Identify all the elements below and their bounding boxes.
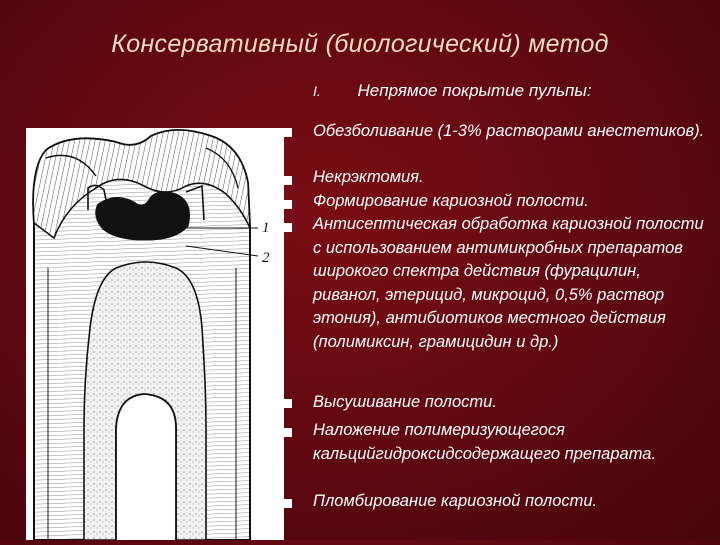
list-item: Обезболивание (1-3% растворами анестетиков). <box>313 122 705 140</box>
bullet-icon <box>283 200 292 209</box>
figure-label-1: 1 <box>262 220 270 236</box>
list-item: Высушивание полости. <box>313 393 497 411</box>
slide-title: Консервативный (биологический) метод <box>111 30 609 58</box>
subheading <box>313 81 592 101</box>
list-item: Формирование кариозной полости. <box>313 192 589 210</box>
bullet-icon <box>283 128 292 137</box>
list-item: Некрэктомия. <box>313 168 424 186</box>
list-item: Антисептическая обработка кариозной полости с использованием антимикробных препаратов широкого спектра действия (фурацилин, риванол, этерицид, микроцид, 0,5% раствор этония), антибиотиков местного действия (полимиксин, грамицидин и др.) <box>313 215 704 351</box>
figure-label-2: 2 <box>262 250 270 266</box>
list-item: Наложение полимеризующегося кальцийгидроксидсодержащего препарата. <box>313 421 657 463</box>
bullet-icon <box>283 499 292 508</box>
bullet-icon <box>283 399 292 408</box>
bullet-icon <box>283 176 292 185</box>
subheading-text: Непрямое покрытие пульпы: <box>357 81 592 100</box>
tooth-illustration <box>26 128 284 540</box>
subheading-number: I. <box>313 83 321 99</box>
bullet-icon <box>283 223 292 232</box>
bullet-icon <box>283 428 292 437</box>
list-item: Пломбирование кариозной полости. <box>313 492 598 510</box>
